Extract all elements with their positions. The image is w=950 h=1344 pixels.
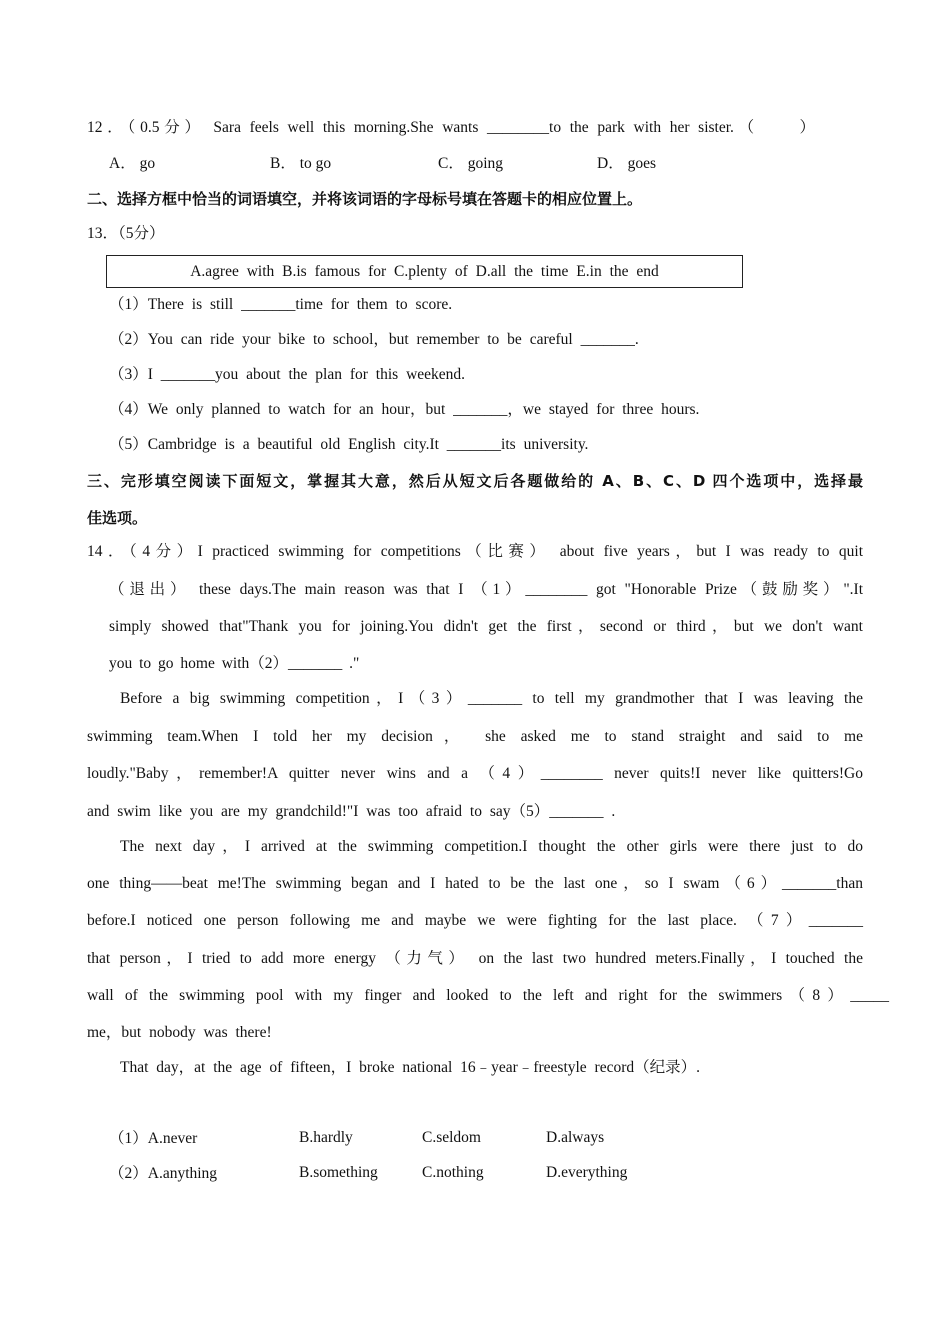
q14-line-5: Before a big swimming competition，I（3）_______ to tell my grandmother that I was leaving the [120,690,863,707]
q14-line-3: simply showed that"Thank you for joining.You didn't get the first，second or third，but we don't want [109,618,863,635]
q14-choice-1-a: （1）A.never [109,1130,198,1147]
q14-line-4: you to go home with（2）_______ ." [109,655,360,672]
q14-line-2: （退出） these days.The main reason was that I （1）________ got "Honorable Prize（鼓励奖）".It [109,581,863,598]
q14-choice-2-b: B.something [299,1164,378,1181]
q14-line-15: That day，at the age of fifteen，I broke national 16﹣year﹣freestyle record（纪录）. [120,1059,701,1076]
q14-choice-1-c: C.seldom [422,1129,481,1146]
q14-line-14: me，but nobody was there! [87,1024,272,1041]
q13-word-box [106,255,743,288]
q14-choice-1-d: D.always [546,1129,605,1146]
section2-heading: 二、选择方框中恰当的词语填空，并将该词语的字母标号填在答题卡的相应位置上。 [87,190,643,208]
q12-stem: 12．（0.5分） Sara feels well this morning.She wants ________to the park with her sister.（ ） [87,119,815,136]
section3-heading-line1: 三、完形填空阅读下面短文，掌握其大意，然后从短文后各题做给的 A、B、C、D 四个选项中，选择最 [87,472,863,490]
q13-number: 13．（5分） [87,225,165,242]
q13-item-5: （5）Cambridge is a beautiful old English city.It _______its university. [109,436,589,453]
q14-line-7: loudly."Baby，remember!A quitter never wins and a （4）________ never quits!I never like quitters!Go [87,765,863,782]
q14-line-1: 14．（4分）I practiced swimming for competitions（比赛） about five years，but I was ready to quit [87,543,863,560]
q13-item-3: （3）I _______you about the plan for this weekend. [109,366,466,383]
q14-choice-1-b: B.hardly [299,1129,353,1146]
section3-heading-line2: 佳选项。 [87,509,148,527]
q14-choice-2-d: D.everything [546,1164,628,1181]
q14-line-10: one thing——beat me!The swimming began and I hated to be the last one，so I swam（6）_______than [87,875,863,892]
q13-word-box-text: A.agree with B.is famous for C.plenty of D.all the time E.in the end [190,263,659,280]
q13-item-2: （2）You can ride your bike to school，but remember to be careful _______. [109,331,639,348]
q14-line-13: wall of the swimming pool with my finger and looked to the left and right for the swimmers（8）_____ [87,987,889,1004]
q14-line-11: before.I noticed one person following me and maybe we were fighting for the last place. （7）_______ [87,912,863,929]
q12-option-b: B． to go [270,155,332,172]
q12-option-a: A． go [109,155,156,172]
q14-line-8: and swim like you are my grandchild!"I was too afraid to say（5）_______ . [87,803,616,820]
q14-line-9: The next day，I arrived at the swimming competition.I thought the other girls were there just to do [120,838,863,855]
q12-option-d: D． goes [597,155,656,172]
q14-line-12: that person，I tried to add more energy （力气） on the last two hundred meters.Finally，I touched the [87,950,863,967]
q13-item-1: （1）There is still _______time for them to score. [109,296,453,313]
q14-choice-2-a: （2）A.anything [109,1165,218,1182]
q13-item-4: （4）We only planned to watch for an hour，but _______，we stayed for three hours. [109,401,700,418]
q12-option-c: C． going [438,155,504,172]
q14-choice-2-c: C.nothing [422,1164,484,1181]
q14-line-6: swimming team.When I told her my decision， she asked me to stand straight and said to me [87,728,863,745]
